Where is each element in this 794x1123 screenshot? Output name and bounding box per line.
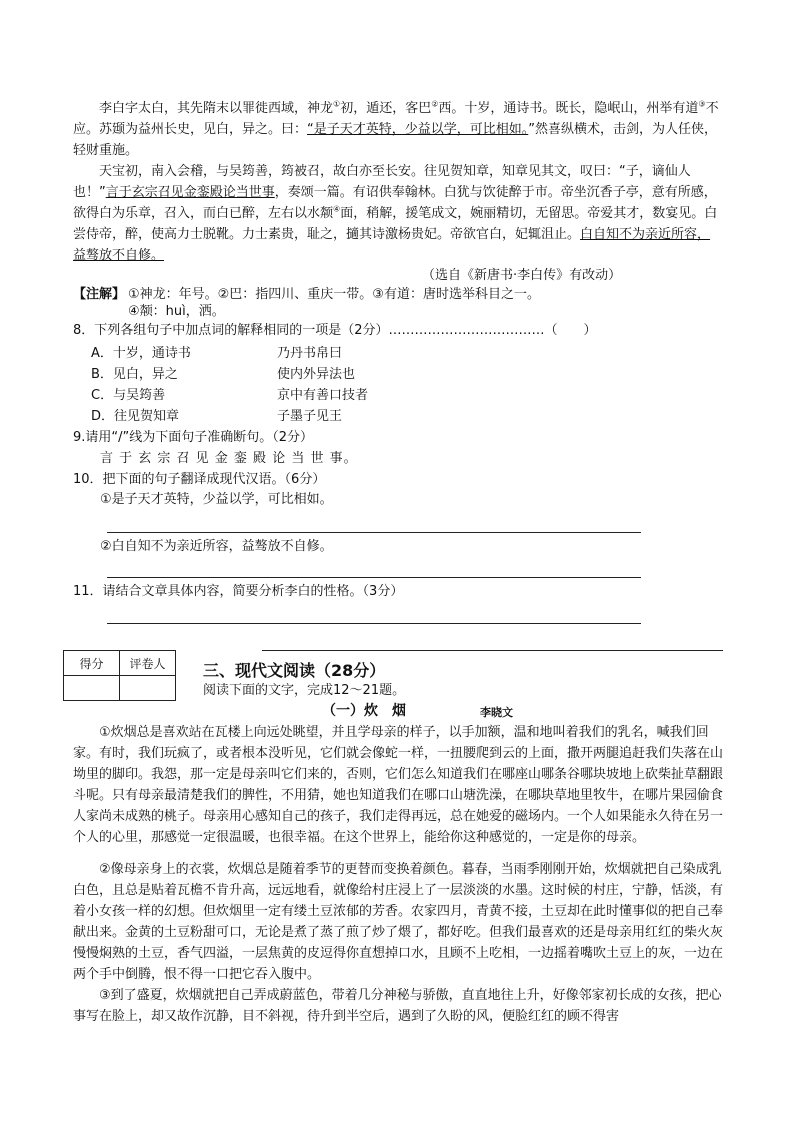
question-10-stem: 10．把下面的句子翻译成现代汉语。（6分） — [73, 472, 326, 487]
article-paragraph-2: ②像母亲身上的衣裳，炊烟总是随着季节的更替而变换着颜色。暮春，当雨季刚刚开始，炊烟就把自己染成乳白色，且总是贴着瓦檐不肯升高，远远地看，就像给村庄浸上了一层淡淡的水墨。这时候的村庄，宁静，恬淡，有着小女孩一样的幻想。但炊烟里一定有缕土豆浓郁的芳香。农家四月，青黄不接，土豆却在此时懂事似的把自己奉献出来。金黄的土豆粉甜可口，无论是煮了蒸了煎了炒了煨了，都好吃。但我们最喜欢的还是母亲用红红的柴火灰慢慢焖熟的土豆，香气四溢，一层焦黄的皮逗得你直想掉口水，且顾不上吃相，一边摇着嘴吹土豆上的灰，一边在两个手中倒腾，恨不得一口把它吞入腹中。 — [73, 862, 724, 982]
question-8-stem: 8．下列各组句子中加点词的解释相同的一项是（2分）………………………………（ ） — [73, 323, 597, 338]
passage-paragraph-2: 天宝初，南入会稽，与吴筠善，筠被召，故白亦至长安。往见贺知章，知章见其文，叹曰：“子，谪仙人也！”言于玄宗召见金銮殿论当世事，奏颂一篇。有诏供奉翰林。白犹与饮徒醉于市。帝坐沉香子亭，意有所感，欲得白为乐章，召入，而白已醉，左右以水颒④面，稍解，援笔成文，婉丽精切，无留思。帝爱其才，数宴见。白尝侍帝，醉，使高力士脱靴。力士素贵，耻之，擿其诗激杨贵妃。帝欲官白，妃辄沮止。白自知不为亲近所容，益骜放不自修。 — [73, 164, 718, 263]
note-marker: ③ — [698, 99, 706, 109]
q8-option-c-left: C．与吴筠善 — [91, 388, 166, 403]
q10-item-2: ②白自知不为亲近所容，益骜放不自修。 — [100, 539, 333, 554]
article-title: （一）炊 烟 — [322, 703, 406, 719]
score-cell[interactable] — [64, 676, 120, 701]
q8-option-c-right: 京中有善口技者 — [277, 388, 369, 403]
q8-option-a-left: A．十岁，通诗书 — [91, 346, 191, 361]
score-table — [63, 650, 176, 701]
section-3-instruction: 阅读下面的文字，完成12～21题。 — [203, 683, 406, 698]
grader-header: 评卷人 — [120, 651, 176, 676]
article-author: 李晓文 — [480, 706, 513, 719]
q10-item-1: ①是子天才英特，少益以学，可比相如。 — [100, 492, 333, 507]
section-rule — [262, 650, 723, 651]
question-11-stem: 11．请结合文章具体内容，简要分析李白的性格。（3分） — [73, 584, 404, 599]
note-marker: ① — [333, 99, 341, 109]
article-paragraph-1: ①炊烟总是喜欢站在瓦楼上向远处眺望，并且学母亲的样子，以手加额，温和地叫着我们的乳名，喊我们回家。有时，我们玩疯了，或者根本没听见，它们就会像蛇一样，一扭腰爬到云的上面，撒开两腿追赶我们失落在山坳里的脚印。我怨，那一定是母亲叫它们来的，否则，它们怎么知道我们在哪座山哪条谷哪块坡地上砍柴扯草翻跟斗呢。只有母亲最清楚我们的脾性，不用猜，她也知道我们在哪口山塘洗澡，在哪块草地里牧牛，在哪片果园偷食人家尚未成熟的桃子。母亲用心感知自己的孩子，我们走得再远，总在她爱的磁场内。一个人如果能永久待在另一个人的心里，那感觉一定很温暖，也很幸福。在这个世界上，能给你这种感觉的，一定是你的母亲。 — [73, 725, 724, 845]
underlined-sentence-3: 白自知不为亲近所容，益骜放不自修。 — [73, 227, 711, 263]
question-9-stem: 9.请用“/”线为下面句子准确断句。（2分） — [73, 430, 314, 445]
notes-line-1: ①神龙：年号。②巴：指四川、重庆一带。③有道：唐时选举科目之一。 — [128, 287, 540, 302]
notes-label: 【注解】 — [73, 287, 126, 302]
section-3-title: 三、现代文阅读（28分） — [203, 661, 386, 680]
q9-sentence: 言 于 玄 宗 召 见 金 銮 殿 论 当 世 事。 — [100, 451, 358, 466]
q8-option-d-right: 子墨子见王 — [277, 409, 343, 424]
q8-option-a-right: 乃丹书帛曰 — [277, 346, 343, 361]
answer-line[interactable] — [107, 623, 641, 624]
underlined-sentence-2: 言于玄宗召见金銮殿论当世事 — [105, 185, 275, 200]
score-header: 得分 — [64, 651, 120, 676]
grader-cell[interactable] — [120, 676, 176, 701]
passage-paragraph-1: 李白字太白，其先隋末以罪徙西域，神龙①初，遁还，客巴②西。十岁，通诗书。既长，隐岷山，州举有道③不应。苏颋为益州长史，见白，异之。曰：“是子天才英特，少益以学，可比相如。”然喜纵横术，击剑，为人任侠，轻财重施。 — [73, 99, 719, 158]
note-marker: ④ — [333, 204, 341, 214]
q8-option-b-left: B．见白，异之 — [91, 367, 178, 382]
underlined-sentence-1: “是子天才英特，少益以学，可比相如。 — [307, 122, 529, 137]
note-marker: ② — [431, 99, 439, 109]
answer-line[interactable] — [107, 532, 641, 533]
q8-option-d-left: D．往见贺知章 — [91, 409, 180, 424]
passage-source: （选自《新唐书·李白传》有改动） — [422, 268, 622, 283]
q8-option-b-right: 使内外异法也 — [277, 367, 356, 382]
answer-line[interactable] — [107, 577, 641, 578]
article-paragraph-3: ③到了盛夏，炊烟就把自己弄成蔚蓝色，带着几分神秘与骄傲，直直地往上升，好像邻家初长成的女孩，把心事写在脸上，却又故作沉静，目不斜视，待升到半空后，遇到了久盼的风，便脸红红的顾不得害 — [73, 988, 722, 1024]
notes-line-2: ④颒：huì，洒。 — [128, 304, 225, 319]
